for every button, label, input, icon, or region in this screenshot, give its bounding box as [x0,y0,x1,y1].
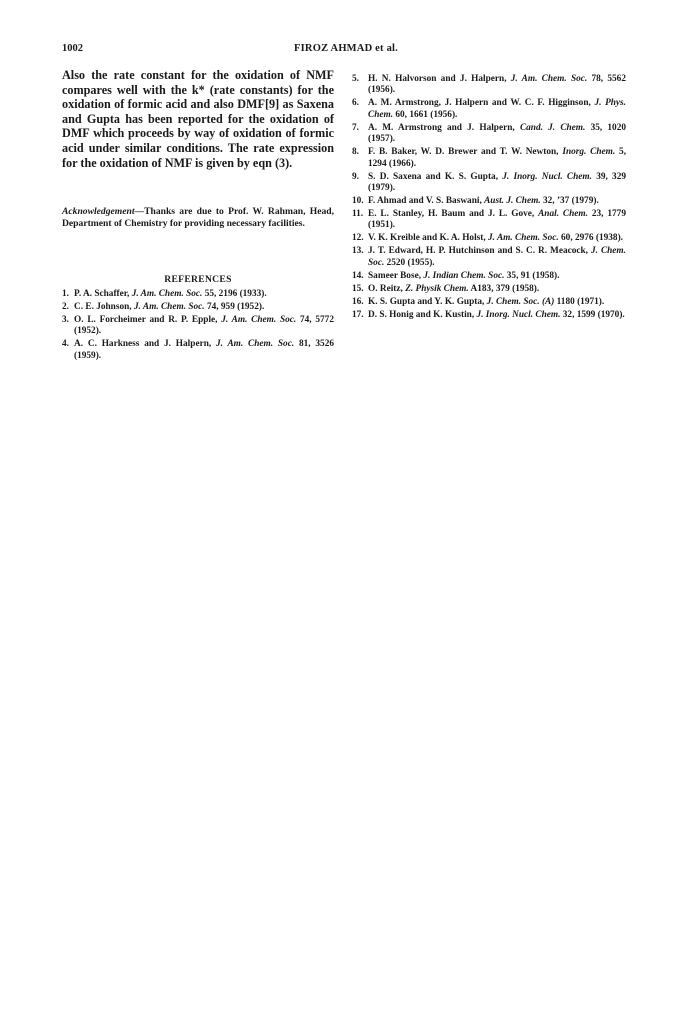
reference-authors: C. E. Johnson, [74,301,134,312]
reference-number: 2. [62,301,69,312]
reference-number: 17. [352,309,364,320]
reference-authors: F. B. Baker, W. D. Brewer and T. W. Newton, [368,147,563,158]
reference-authors: K. S. Gupta and Y. K. Gupta, [368,296,487,307]
reference-item [354,98,626,121]
reference-journal: J. Inorg. Nucl. Chem. [502,171,592,182]
reference-item [62,302,334,313]
reference-authors: F. Ahmad and V. S. Baswani, [368,196,485,207]
reference-number: 15. [352,283,364,294]
left-column [62,68,334,364]
reference-details: 39, 329 (1979). [368,171,627,194]
reference-number: 14. [352,270,364,281]
running-title: FIROZ AHMAD et al. [294,43,398,54]
reference-journal: J. Am. Chem. Soc. [133,301,205,312]
reference-journal: J. Am. Chem. Soc. [131,288,203,299]
reference-journal: J. Chem. Soc. [368,246,626,268]
reference-details: 2520 (1955). [384,257,435,268]
reference-item [354,74,626,97]
reference-authors: O. L. Forcheimer and R. P. Epple, [74,314,222,325]
reference-number: 10. [352,196,364,207]
reference-details: 1180 (1971). [554,296,605,307]
reference-item [62,315,334,338]
reference-item [62,339,334,362]
reference-authors: A. M. Armstrong and J. Halpern, [368,122,520,133]
reference-journal: Cand. J. Chem. [519,122,586,133]
reference-details: 35, 1020 (1957). [368,122,627,145]
reference-item [354,233,626,244]
reference-authors: S. D. Saxena and K. S. Gupta, [368,171,503,182]
references-list-right [354,74,626,321]
reference-journal: Inorg. Chem. [562,147,616,158]
reference-authors: E. L. Stanley, H. Baum and J. L. Gove, [368,209,539,220]
reference-journal: Anal. Chem. [538,209,588,220]
reference-journal: J. Inorg. Nucl. Chem. [476,309,561,320]
reference-authors: D. S. Honig and K. Kustin, [368,309,477,320]
reference-number: 6. [352,98,359,109]
reference-details: 5, 1294 (1966). [368,147,627,169]
right-column [354,70,626,323]
reference-number: 3. [62,314,69,325]
reference-item [354,271,626,282]
reference-number: 1. [62,288,69,299]
reference-journal: J. Am. Chem. Soc. [216,339,295,350]
body-paragraph: Also the rate constant for the oxidation of NMF compares well with the k* (rate constants) for the oxidation of formic acid and also DMF[9] as Saxena and Gupta has been reported for the oxidation of DMF which proceeds by way of oxidation of formic acid under similar conditions. The rate expression for the oxidation of NMF is given by eqn (3). [62,68,334,170]
reference-details: 35, 91 (1958). [504,270,560,281]
reference-journal: J. Chem. Soc. (A) [486,296,555,307]
reference-details: A183, 379 (1958). [468,283,540,294]
reference-details: 23, 1779 (1951). [368,209,626,231]
reference-authors: V. K. Kreible and K. A. Holst, [368,233,489,244]
reference-journal: J. Am. Chem. Soc. [221,314,297,325]
reference-item [354,172,626,195]
reference-details: 81, 3526 (1959). [74,339,334,361]
reference-item [354,196,626,207]
reference-authors: J. T. Edward, H. P. Hutchinson and S. C. R. Meacock, [368,246,591,257]
reference-journal: J. Am. Chem. Soc. [510,74,588,84]
reference-number: 9. [352,171,359,182]
references-heading: REFERENCES [164,273,232,285]
reference-item [62,289,334,300]
page-number: 1002 [62,43,83,54]
acknowledgement-text: —Thanks are due to Prof. W. Rahman, Head, Department of Chemistry for providing necessary facilities. [62,206,334,229]
reference-item [354,147,626,170]
reference-item [354,284,626,295]
reference-journal: Z. Physik Chem. [405,283,469,294]
reference-details: 74, 5772 (1952). [74,314,334,337]
reference-journal: Aust. J. Chem. [484,196,541,207]
reference-number: 12. [352,233,364,244]
reference-authors: A. M. Armstrong, J. Halpern and W. C. F. Higginson, [368,98,595,109]
reference-item [354,297,626,308]
references-list-left [62,289,334,362]
reference-authors: A. C. Harkness and J. Halpern, [74,339,216,350]
reference-authors: O. Reitz, [368,283,406,294]
reference-journal: J. Am. Chem. Soc. [488,233,559,244]
reference-item [354,246,626,269]
reference-number: 7. [352,122,359,133]
reference-details: 78, 5562 (1956). [368,74,626,96]
reference-journal: J. Indian Chem. Soc. [423,270,505,281]
reference-item [354,310,626,321]
reference-details: 55, 2196 (1933). [202,288,267,299]
reference-item [354,123,626,146]
reference-number: 4. [62,339,69,350]
reference-journal: J. Phys. Chem. [368,98,626,120]
reference-authors: P. A. Schaffer, [74,288,132,299]
reference-number: 11. [352,209,364,220]
reference-details: 60, 2976 (1938). [558,233,624,244]
acknowledgement [62,206,334,230]
reference-number: 16. [352,296,364,307]
page-header [62,43,630,57]
reference-item [354,209,626,232]
reference-number: 13. [352,246,364,257]
reference-details: 74, 959 (1952). [204,301,265,312]
reference-number: 5. [352,74,359,84]
acknowledgement-lead: Acknowledgement [62,206,135,218]
reference-authors: Sameer Bose, [368,270,424,281]
reference-authors: H. N. Halvorson and J. Halpern, [368,74,511,84]
reference-details: 60, 1661 (1956). [393,109,458,120]
reference-details: 32, 1599 (1970). [560,309,625,320]
reference-number: 8. [352,147,359,158]
reference-details: 32, ’37 (1979). [540,196,599,207]
